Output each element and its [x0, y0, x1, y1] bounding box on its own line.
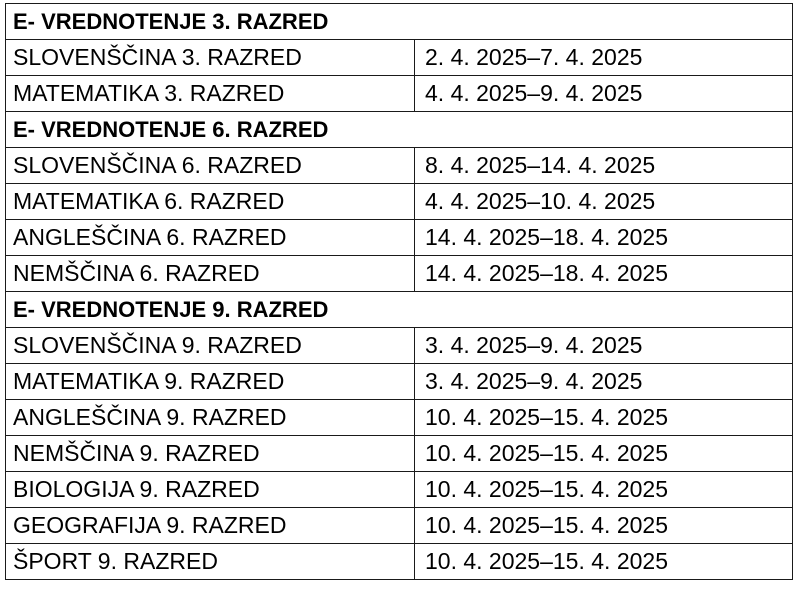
date-range-cell: 4. 4. 2025–9. 4. 2025 — [415, 76, 793, 112]
subject-cell: SLOVENŠČINA 9. RAZRED — [6, 328, 415, 364]
date-range-cell: 4. 4. 2025–10. 4. 2025 — [415, 184, 793, 220]
subject-cell: NEMŠČINA 6. RAZRED — [6, 256, 415, 292]
subject-cell: ANGLEŠČINA 9. RAZRED — [6, 400, 415, 436]
date-range-cell: 3. 4. 2025–9. 4. 2025 — [415, 328, 793, 364]
table-row — [6, 328, 793, 364]
section-title: E- VREDNOTENJE 6. RAZRED — [6, 112, 793, 148]
table-row — [6, 40, 793, 76]
date-range-cell: 14. 4. 2025–18. 4. 2025 — [415, 256, 793, 292]
table-row — [6, 472, 793, 508]
table-row — [6, 508, 793, 544]
subject-cell: MATEMATIKA 9. RAZRED — [6, 364, 415, 400]
subject-cell: ŠPORT 9. RAZRED — [6, 544, 415, 580]
section-header-row — [6, 292, 793, 328]
table-row — [6, 544, 793, 580]
date-range-cell: 10. 4. 2025–15. 4. 2025 — [415, 508, 793, 544]
exam-schedule-table — [5, 3, 793, 580]
subject-cell: GEOGRAFIJA 9. RAZRED — [6, 508, 415, 544]
section-title: E- VREDNOTENJE 3. RAZRED — [6, 4, 793, 40]
table-row — [6, 184, 793, 220]
date-range-cell: 3. 4. 2025–9. 4. 2025 — [415, 364, 793, 400]
date-range-cell: 10. 4. 2025–15. 4. 2025 — [415, 544, 793, 580]
subject-cell: MATEMATIKA 6. RAZRED — [6, 184, 415, 220]
section-header-row — [6, 4, 793, 40]
table-row — [6, 76, 793, 112]
table-row — [6, 400, 793, 436]
date-range-cell: 10. 4. 2025–15. 4. 2025 — [415, 436, 793, 472]
table-row — [6, 256, 793, 292]
subject-cell: MATEMATIKA 3. RAZRED — [6, 76, 415, 112]
date-range-cell: 14. 4. 2025–18. 4. 2025 — [415, 220, 793, 256]
section-title: E- VREDNOTENJE 9. RAZRED — [6, 292, 793, 328]
date-range-cell: 8. 4. 2025–14. 4. 2025 — [415, 148, 793, 184]
section-header-row — [6, 112, 793, 148]
table-row — [6, 148, 793, 184]
table-row — [6, 364, 793, 400]
date-range-cell: 10. 4. 2025–15. 4. 2025 — [415, 400, 793, 436]
subject-cell: ANGLEŠČINA 6. RAZRED — [6, 220, 415, 256]
date-range-cell: 2. 4. 2025–7. 4. 2025 — [415, 40, 793, 76]
subject-cell: SLOVENŠČINA 6. RAZRED — [6, 148, 415, 184]
table-row — [6, 220, 793, 256]
table-row — [6, 436, 793, 472]
subject-cell: BIOLOGIJA 9. RAZRED — [6, 472, 415, 508]
subject-cell: NEMŠČINA 9. RAZRED — [6, 436, 415, 472]
date-range-cell: 10. 4. 2025–15. 4. 2025 — [415, 472, 793, 508]
subject-cell: SLOVENŠČINA 3. RAZRED — [6, 40, 415, 76]
